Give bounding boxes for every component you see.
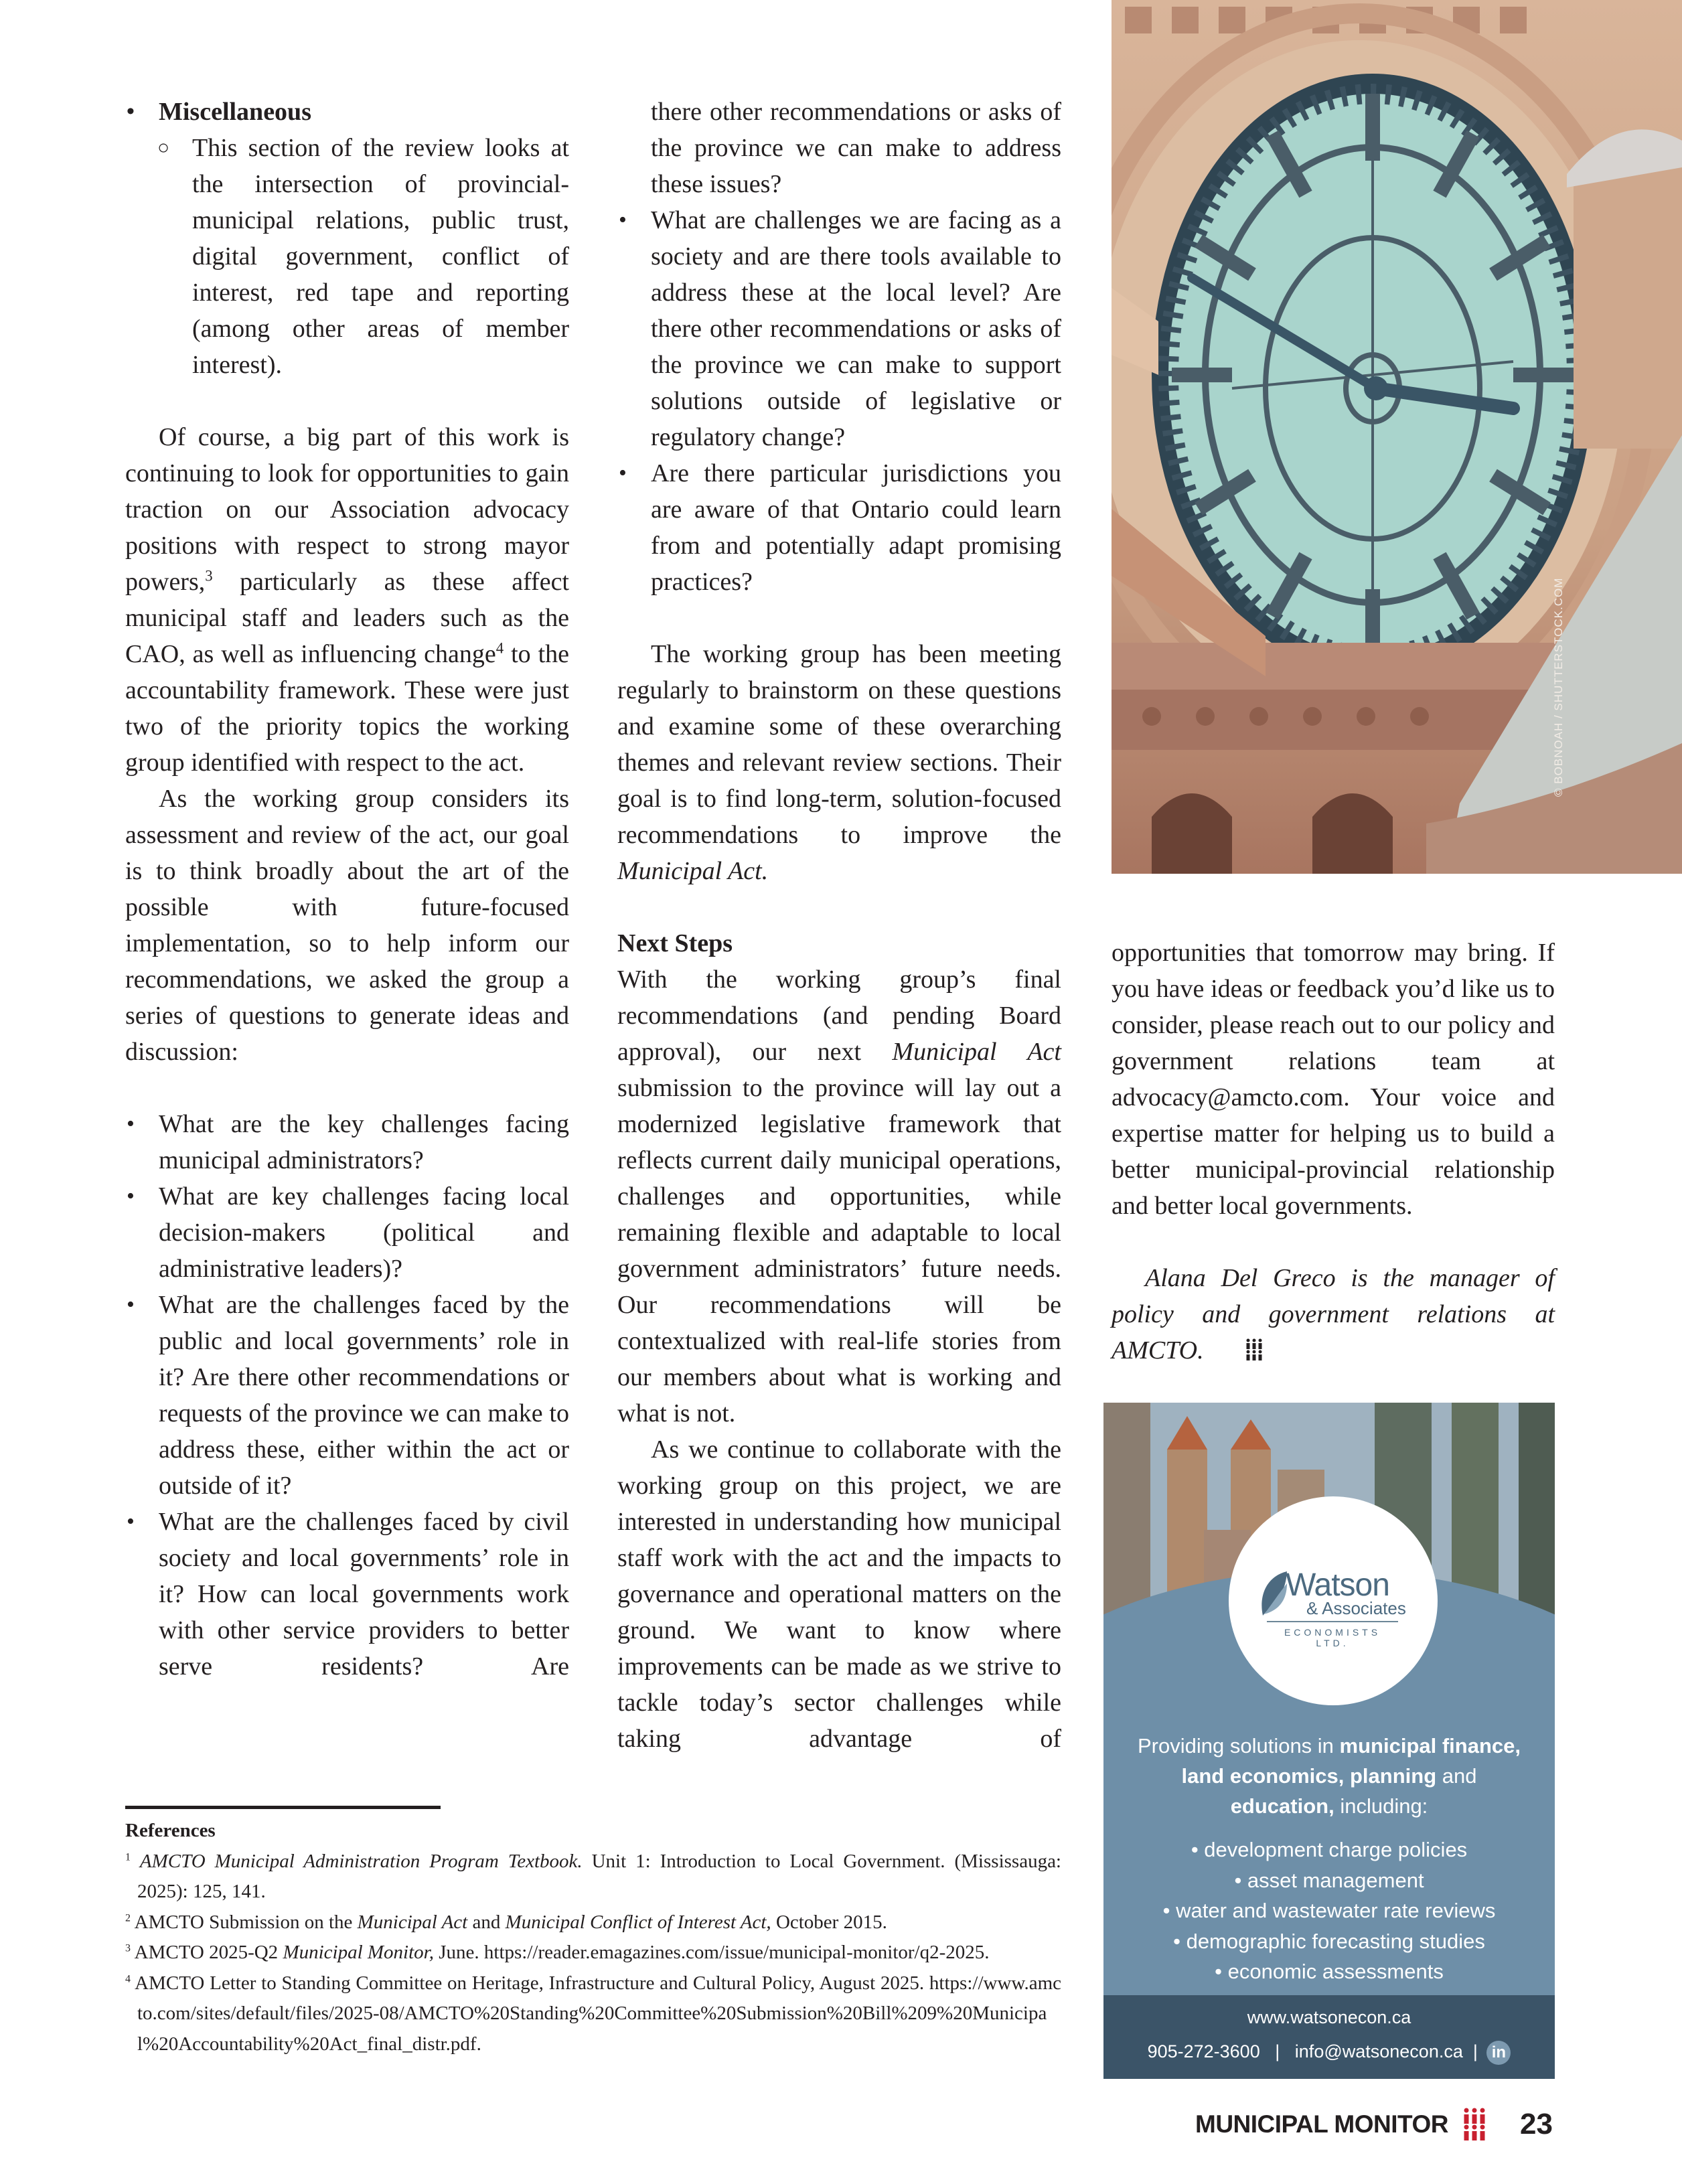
article-column-3	[1112, 935, 1555, 1371]
ad-phone[interactable]: 905-272-3600	[1147, 2041, 1260, 2062]
question-item: • What are the key challenges facing municipal administrators?	[125, 1106, 569, 1178]
paragraph-next-steps: With the working group’s final recommendations (and pending Board approval), our next Municipal Act submission to the province will lay out a modernized legislative framework that reflects current daily municipal operations, challenges and opportunities, while remaining flexible and adaptable to local government administrators’ future needs. Our recommendations will be contextualized with real-life stories from our members about what is working and what is not.	[617, 965, 1061, 1427]
page-number: 23	[1520, 2108, 1553, 2140]
reference-item: $^4$ AMCTO Letter to Standing Committee on Heritage, Infrastructure and Cultural Policy, August 2025. https://www.amcto.com/sites/default/files/2025-08/AMCTO%20Standing%20Committee%20Submission%20Bill%209%20Municipal%20Accountability%20Act_final_distr.pdf.	[125, 1972, 1061, 2055]
question-item: • Are there particular jurisdictions you are aware of that Ontario could learn from and potentially adapt promising practices?	[617, 455, 1061, 600]
question-item: • What are challenges we are facing as a society and are there tools available to address these at the local level? Are there other recommendations or asks of the province we can make to support solutions outside of legislative or regulatory change?	[617, 202, 1061, 455]
paragraph-closing: opportunities that tomorrow may bring. If you have ideas or feedback you’d like us to consider, please reach out to our policy and government relations team at advocacy@amcto.com. Your voice and expertise matter for helping us to build a better municipal-provincial relationship and better local governments.	[1112, 939, 1555, 1220]
author-bio: Alana Del Greco is the manager of policy and government relations at AMCTO.	[1112, 1260, 1555, 1371]
ad-service-item: • economic assessments	[1215, 1960, 1444, 1983]
page-footer	[1195, 2108, 1570, 2148]
references-divider	[125, 1806, 441, 1809]
reference-item: $^2$ AMCTO Submission on the Municipal Act and Municipal Conflict of Interest Act, October 2015.	[125, 1911, 887, 1933]
leaf-logo-icon	[1259, 1570, 1288, 1620]
footnote-ref-4[interactable]: 4	[495, 639, 504, 657]
publication-name: MUNICIPAL MONITOR	[1195, 2110, 1448, 2138]
ad-logo-name: Watson	[1286, 1567, 1389, 1603]
article-column-1	[125, 94, 569, 1685]
ad-services-list	[1103, 1835, 1555, 1987]
amcto-end-mark-icon	[1212, 1335, 1263, 1371]
reference-link[interactable]: June. https://reader.emagazines.com/issue/municipal-monitor/q2-2025.	[433, 1942, 990, 1963]
question-continuation: there other recommendations or asks of the province we can make to address these issues?	[651, 98, 1061, 198]
ad-website-link[interactable]: www.watsonecon.ca	[1247, 2007, 1411, 2027]
reference-item: $^3$ AMCTO 2025-Q2 Municipal Monitor, June. https://reader.emagazines.com/issue/municipal-monitor/q2-2025.	[125, 1942, 990, 1963]
ad-service-item: • development charge policies	[1191, 1838, 1468, 1861]
paragraph-collaborate: As we continue to collaborate with the working group on this project, we are interested in understanding how municipal staff work with the act and the impacts to governance and operational matters on the ground. We want to know where improvements can be made as we strive to tackle today’s sector challenges while taking advantage of	[617, 1435, 1061, 1753]
footnote-ref-3[interactable]: 3	[205, 567, 213, 584]
reference-item: $^1$ AMCTO Municipal Administration Program Textbook. Unit 1: Introduction to Local Government. (Mississauga: 2025): 125, 141.	[125, 1850, 1061, 1902]
amcto-logo-icon	[1463, 2108, 1486, 2144]
ad-logo-sub: & Associates	[1306, 1598, 1406, 1618]
reference-link[interactable]: AMCTO Letter to Standing Committee on Heritage, Infrastructure and Cultural Policy, August 2025. https://www.amcto.com/sites/default/files/2025-08/AMCTO%20Standing%20Committee%20Submission%20Bill%209%20Municipal%20Accountability%20Act_final_distr.pdf.	[135, 1972, 1061, 2055]
question-item: • What are key challenges facing local decision-makers (political and administrative leaders)?	[125, 1178, 569, 1287]
question-item: • What are the challenges faced by the public and local governments’ role in it? Are there other recommendations or requests of the province we can make to address these, either within the act or outside of it?	[125, 1287, 569, 1504]
ad-contact-bar	[1103, 1995, 1555, 2079]
paragraph-working-group: The working group has been meeting regularly to brainstorm on these questions and examine some of these overarching themes and relevant review sections. Their goal is to find long-term, solution-focused recommendations to improve the Municipal Act.	[617, 640, 1061, 885]
paragraph-assessment: As the working group considers its assessment and review of the act, our goal is to think broadly about the art of the possible with future-focused implementation, so to help inform our recommendations, we asked the group a series of questions to generate ideas and discussion:	[125, 785, 569, 1066]
linkedin-icon[interactable]: in	[1486, 2041, 1511, 2065]
references-section	[125, 1816, 1061, 2059]
article-column-2	[617, 94, 1061, 1757]
ad-logo-economists: ECONOMISTS LTD.	[1284, 1627, 1381, 1648]
ad-logo-divider	[1267, 1621, 1398, 1622]
ad-service-item: • demographic forecasting studies	[1173, 1929, 1485, 1953]
clock-illustration	[1112, 0, 1682, 874]
ad-intro-text: Providing solutions in municipal finance, land economics, planning and education, including:	[1137, 1734, 1521, 1818]
ad-contact-line	[1103, 2041, 1555, 2065]
references-heading: References	[125, 1820, 216, 1841]
ad-service-item: • water and wastewater rate reviews	[1162, 1899, 1496, 1922]
paragraph-strong-mayor: Of course, a big part of this work is continuing to look for opportunities to gain traction on our Association advocacy positions with respect to strong mayor powers,$^3$ particularly as these affect municipal staff and leaders such as the CAO, as well as influencing change$^4$ to the accountability framework. These were just two of the priority topics the working group identified with respect to the act.	[125, 423, 570, 777]
bullet-heading-miscellaneous: • Miscellaneous	[125, 94, 569, 130]
ad-email-link[interactable]: info@watsonecon.ca	[1294, 2041, 1463, 2062]
ad-service-item: • asset management	[1234, 1868, 1424, 1892]
question-item: • What are the challenges faced by civil society and local governments’ role in it? How can local governments work with other service providers to better serve residents? Are	[125, 1504, 569, 1685]
watson-associates-ad[interactable]	[1103, 1403, 1555, 2079]
photo-credit: © BOBNOAH / SHUTTERSTOCK.COM	[1552, 577, 1565, 797]
ad-separator: |	[1472, 2041, 1478, 2062]
section-heading-next-steps: Next Steps	[617, 929, 733, 957]
sub-bullet-misc: ○ This section of the review looks at the intersection of provincial-municipal relations, public trust, digital government, conflict of interest, red tape and reporting (among other areas of member interest).	[125, 130, 569, 383]
clock-tower-photo	[1112, 0, 1682, 874]
ad-separator: |	[1275, 2041, 1280, 2062]
